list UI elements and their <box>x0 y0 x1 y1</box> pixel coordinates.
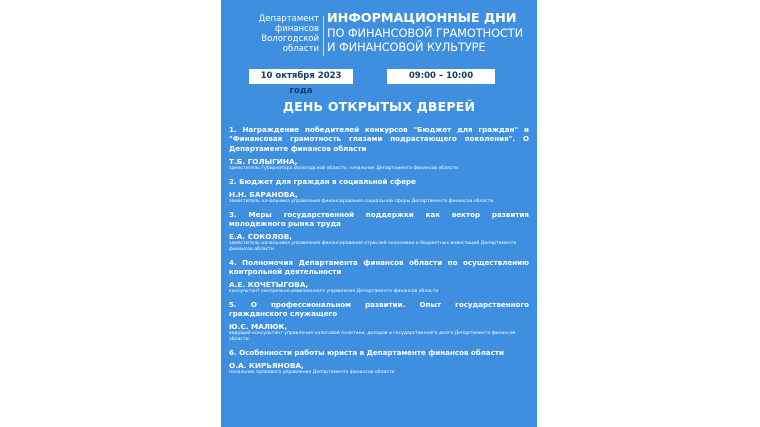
poster-title: ИНФОРМАЦИОННЫЕ ДНИ ПО ФИНАНСОВОЙ ГРАМОТНОСТИ И ФИНАНСОВОЙ КУЛЬТУРЕ <box>327 11 524 54</box>
agenda-topic: 5. О профессиональном развитии. Опыт государственного гражданского служащего <box>229 299 529 319</box>
agenda-list <box>229 125 529 381</box>
agenda-item <box>229 258 529 295</box>
speaker-name: Н.Н. БАРАНОВА, <box>229 189 298 199</box>
speaker-name: А.Е. КОЧЕТЫГОВА, <box>229 280 309 290</box>
speaker-position: ведущий консультант управления налоговой политики, доходов и государственного долга Департамента финансов области <box>229 331 516 343</box>
speaker-position: начальник правового управления Департамента финансов области <box>229 370 395 376</box>
agenda-item <box>229 210 529 253</box>
agenda-item <box>229 348 529 376</box>
agenda-topic: 6. Особенности работы юриста в Департаменте финансов области <box>229 347 504 357</box>
event-poster <box>221 0 537 427</box>
header-divider <box>323 16 324 56</box>
speaker-name: Т.Б. ГОЛЫГИНА, <box>229 156 298 166</box>
speaker-position: консультант контрольно-ревизионного управления Департамента финансов области <box>229 289 439 295</box>
department-name: Департамент финансов Вологодской области <box>258 14 319 54</box>
speaker-name: Ю.С. МАЛЮК, <box>229 322 288 332</box>
event-time: 09:00 – 10:00 <box>387 69 495 84</box>
section-heading: ДЕНЬ ОТКРЫТЫХ ДВЕРЕЙ <box>282 99 476 114</box>
speaker-name: О.А. КИРЬЯНОВА, <box>229 361 304 371</box>
agenda-topic: 4. Полномочия Департамента финансов области по осуществлению контрольной деятельности <box>229 257 529 276</box>
speaker-position: заместитель начальника управления финансирования социальной сферы Департамента финансов области <box>229 198 494 204</box>
agenda-item <box>229 177 529 205</box>
speaker-position: заместитель Губернатора Вологодской области, начальник Департамента финансов области <box>229 165 459 171</box>
agenda-topic: 1. Награждение победителей конкурсов "Бюджет для граждан" и "Финансовая грамотность глазами подрастающего поколения". О Департаменте финансов области <box>229 125 529 153</box>
speaker-name: Е.А. СОКОЛОВ, <box>229 232 293 242</box>
agenda-item <box>229 125 529 172</box>
event-date: 10 октября 2023 года <box>249 69 353 84</box>
speaker-position: заместитель начальника управления финансирования отраслей экономики и бюджетных инвестиций Департамента финансов области <box>229 241 517 252</box>
agenda-topic: 3. Меры государственной поддержки как вектор развития молодежного рынка труда <box>229 209 529 228</box>
agenda-topic: 2. Бюджет для граждан в социальной сфере <box>229 176 416 186</box>
agenda-item <box>229 300 529 343</box>
